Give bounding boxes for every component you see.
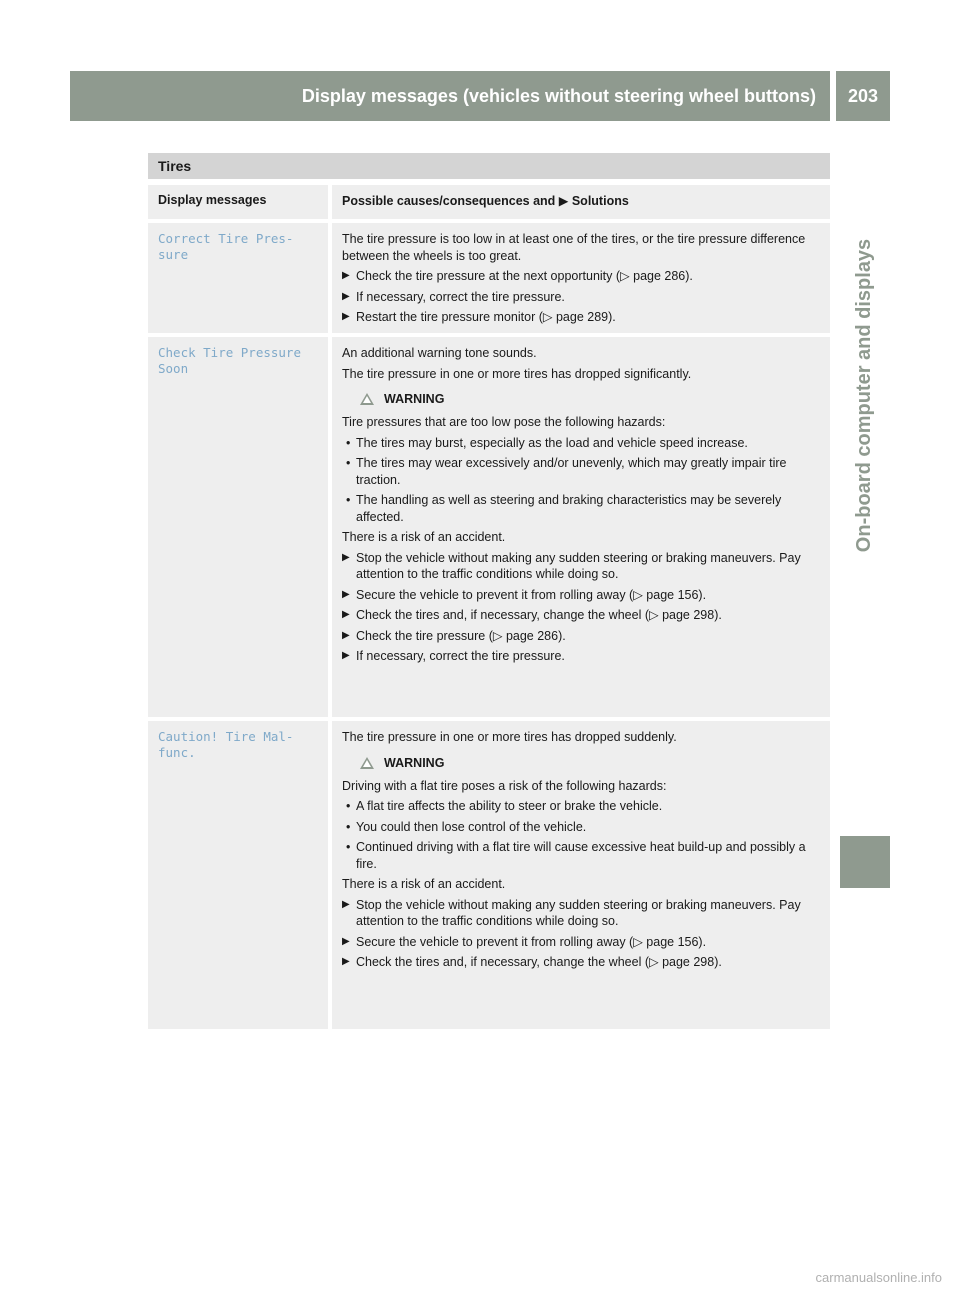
table-row: [148, 337, 328, 717]
table-row: [332, 721, 830, 1029]
step-item: [342, 897, 820, 930]
arrow-icon: ▶: [342, 898, 350, 910]
table-header-right: [332, 185, 830, 219]
page-number: 203: [836, 71, 890, 121]
table-row: [148, 223, 328, 333]
step-text: Check the tire pressure (▷ page 286).: [356, 628, 566, 643]
step-text: Check the tires and, if necessary, change the wheel (▷ page 298).: [356, 608, 722, 622]
row-text: An additional warning tone sounds.: [342, 346, 537, 360]
warning-heading: [360, 756, 820, 770]
step-item: [342, 309, 820, 326]
bullet-text: The handling as well as steering and braking characteristics may be severely affected.: [356, 493, 782, 524]
bullet-item: • The handling as well as steering and braking characteristics may be severely affected.: [346, 493, 782, 524]
bullet-item: • You could then lose control of the vehicle.: [346, 819, 587, 834]
col1-header: Display messages: [158, 193, 267, 207]
arrow-icon: ▶: [342, 270, 350, 281]
risk-text: There is a risk of an accident.: [342, 530, 506, 544]
table-row: [148, 721, 328, 1029]
table-header-left: [148, 185, 328, 219]
bullet-text: The tires may burst, especially as the load and vehicle speed increase.: [356, 435, 748, 450]
display-message: Correct Tire Pres- sure: [158, 231, 294, 262]
step-text: Check the tire pressure at the next opportunity (▷ page 286).: [356, 269, 693, 283]
step-item: [342, 954, 820, 971]
row-text: The tire pressure in one or more tires has dropped significantly.: [342, 366, 692, 381]
side-tab-label: On-board computer and displays: [853, 238, 876, 552]
col2-header: Possible causes/consequences and ▶ Solutions: [342, 194, 629, 208]
step-text: If necessary, correct the tire pressure.: [356, 649, 565, 663]
step-item: [342, 550, 820, 583]
page-title: Display messages (vehicles without steering wheel buttons): [301, 85, 816, 106]
step-item: [342, 587, 820, 604]
warning-intro: Driving with a flat tire poses a risk of the following hazards:: [342, 778, 667, 793]
risk-text: There is a risk of an accident.: [342, 877, 506, 891]
warning-label: WARNING: [384, 392, 445, 406]
bullet-text: The tires may wear excessively and/or unevenly, which may greatly impair tire traction.: [356, 456, 787, 487]
step-item: [342, 628, 820, 645]
step-text: Restart the tire pressure monitor (▷ page 289).: [356, 310, 616, 324]
step-text: Secure the vehicle to prevent it from rolling away (▷ page 156).: [356, 934, 707, 949]
step-text: If necessary, correct the tire pressure.: [356, 289, 565, 304]
bullet-item: • The tires may wear excessively and/or unevenly, which may greatly impair tire traction.: [346, 456, 787, 487]
bullet-text: A flat tire affects the ability to steer or brake the vehicle.: [356, 799, 663, 813]
warning-intro: Tire pressures that are too low pose the following hazards:: [342, 415, 666, 429]
arrow-icon: ▶: [342, 551, 350, 563]
bullet-item: • Continued driving with a flat tire will cause excessive heat build-up and possibly a fire.: [346, 840, 806, 871]
arrow-icon: ▶: [342, 956, 350, 967]
step-text: Stop the vehicle without making any sudden steering or braking maneuvers. Pay attention to the traffic conditions while doing so.: [356, 550, 801, 581]
side-block: [840, 836, 890, 888]
section-title: Tires: [148, 153, 830, 179]
step-text: Secure the vehicle to prevent it from rolling away (▷ page 156).: [356, 587, 707, 602]
side-tab: [840, 130, 890, 660]
step-item: [342, 934, 820, 951]
arrow-icon: ▶: [342, 290, 350, 302]
bullet-text: You could then lose control of the vehicle.: [356, 819, 587, 834]
table-row: [332, 223, 830, 333]
bullet-item: • A flat tire affects the ability to steer or brake the vehicle.: [346, 799, 663, 813]
display-message: Check Tire Pressure Soon: [158, 345, 301, 376]
warning-icon: [360, 393, 374, 405]
warning-label: WARNING: [384, 755, 445, 770]
header-bar: [70, 71, 830, 121]
step-text: Stop the vehicle without making any sudden steering or braking maneuvers. Pay attention to the traffic conditions while doing so.: [356, 897, 801, 928]
step-item: [342, 648, 820, 665]
display-message: Caution! Tire Mal- func.: [158, 729, 294, 760]
watermark: carmanualsonline.info: [815, 1270, 942, 1285]
bullet-item: • The tires may burst, especially as the load and vehicle speed increase.: [346, 435, 748, 450]
row-text: The tire pressure in one or more tires has dropped suddenly.: [342, 730, 677, 744]
warning-heading: [360, 392, 820, 406]
warning-icon: [360, 757, 374, 769]
step-text: Check the tires and, if necessary, change the wheel (▷ page 298).: [356, 955, 722, 969]
arrow-icon: ▶: [342, 650, 350, 661]
arrow-icon: ▶: [342, 588, 350, 600]
step-item: [342, 268, 820, 285]
step-item: [342, 289, 820, 306]
step-item: [342, 607, 820, 624]
arrow-icon: ▶: [342, 609, 350, 620]
bullet-text: Continued driving with a flat tire will cause excessive heat build-up and possibly a fire.: [356, 840, 806, 871]
arrow-icon: ▶: [342, 629, 350, 641]
table-row: [332, 337, 830, 717]
arrow-icon: ▶: [342, 935, 350, 947]
row-text: The tire pressure is too low in at least one of the tires, or the tire pressure difference between the wheels is too great.: [342, 232, 806, 263]
arrow-icon: ▶: [342, 311, 350, 322]
